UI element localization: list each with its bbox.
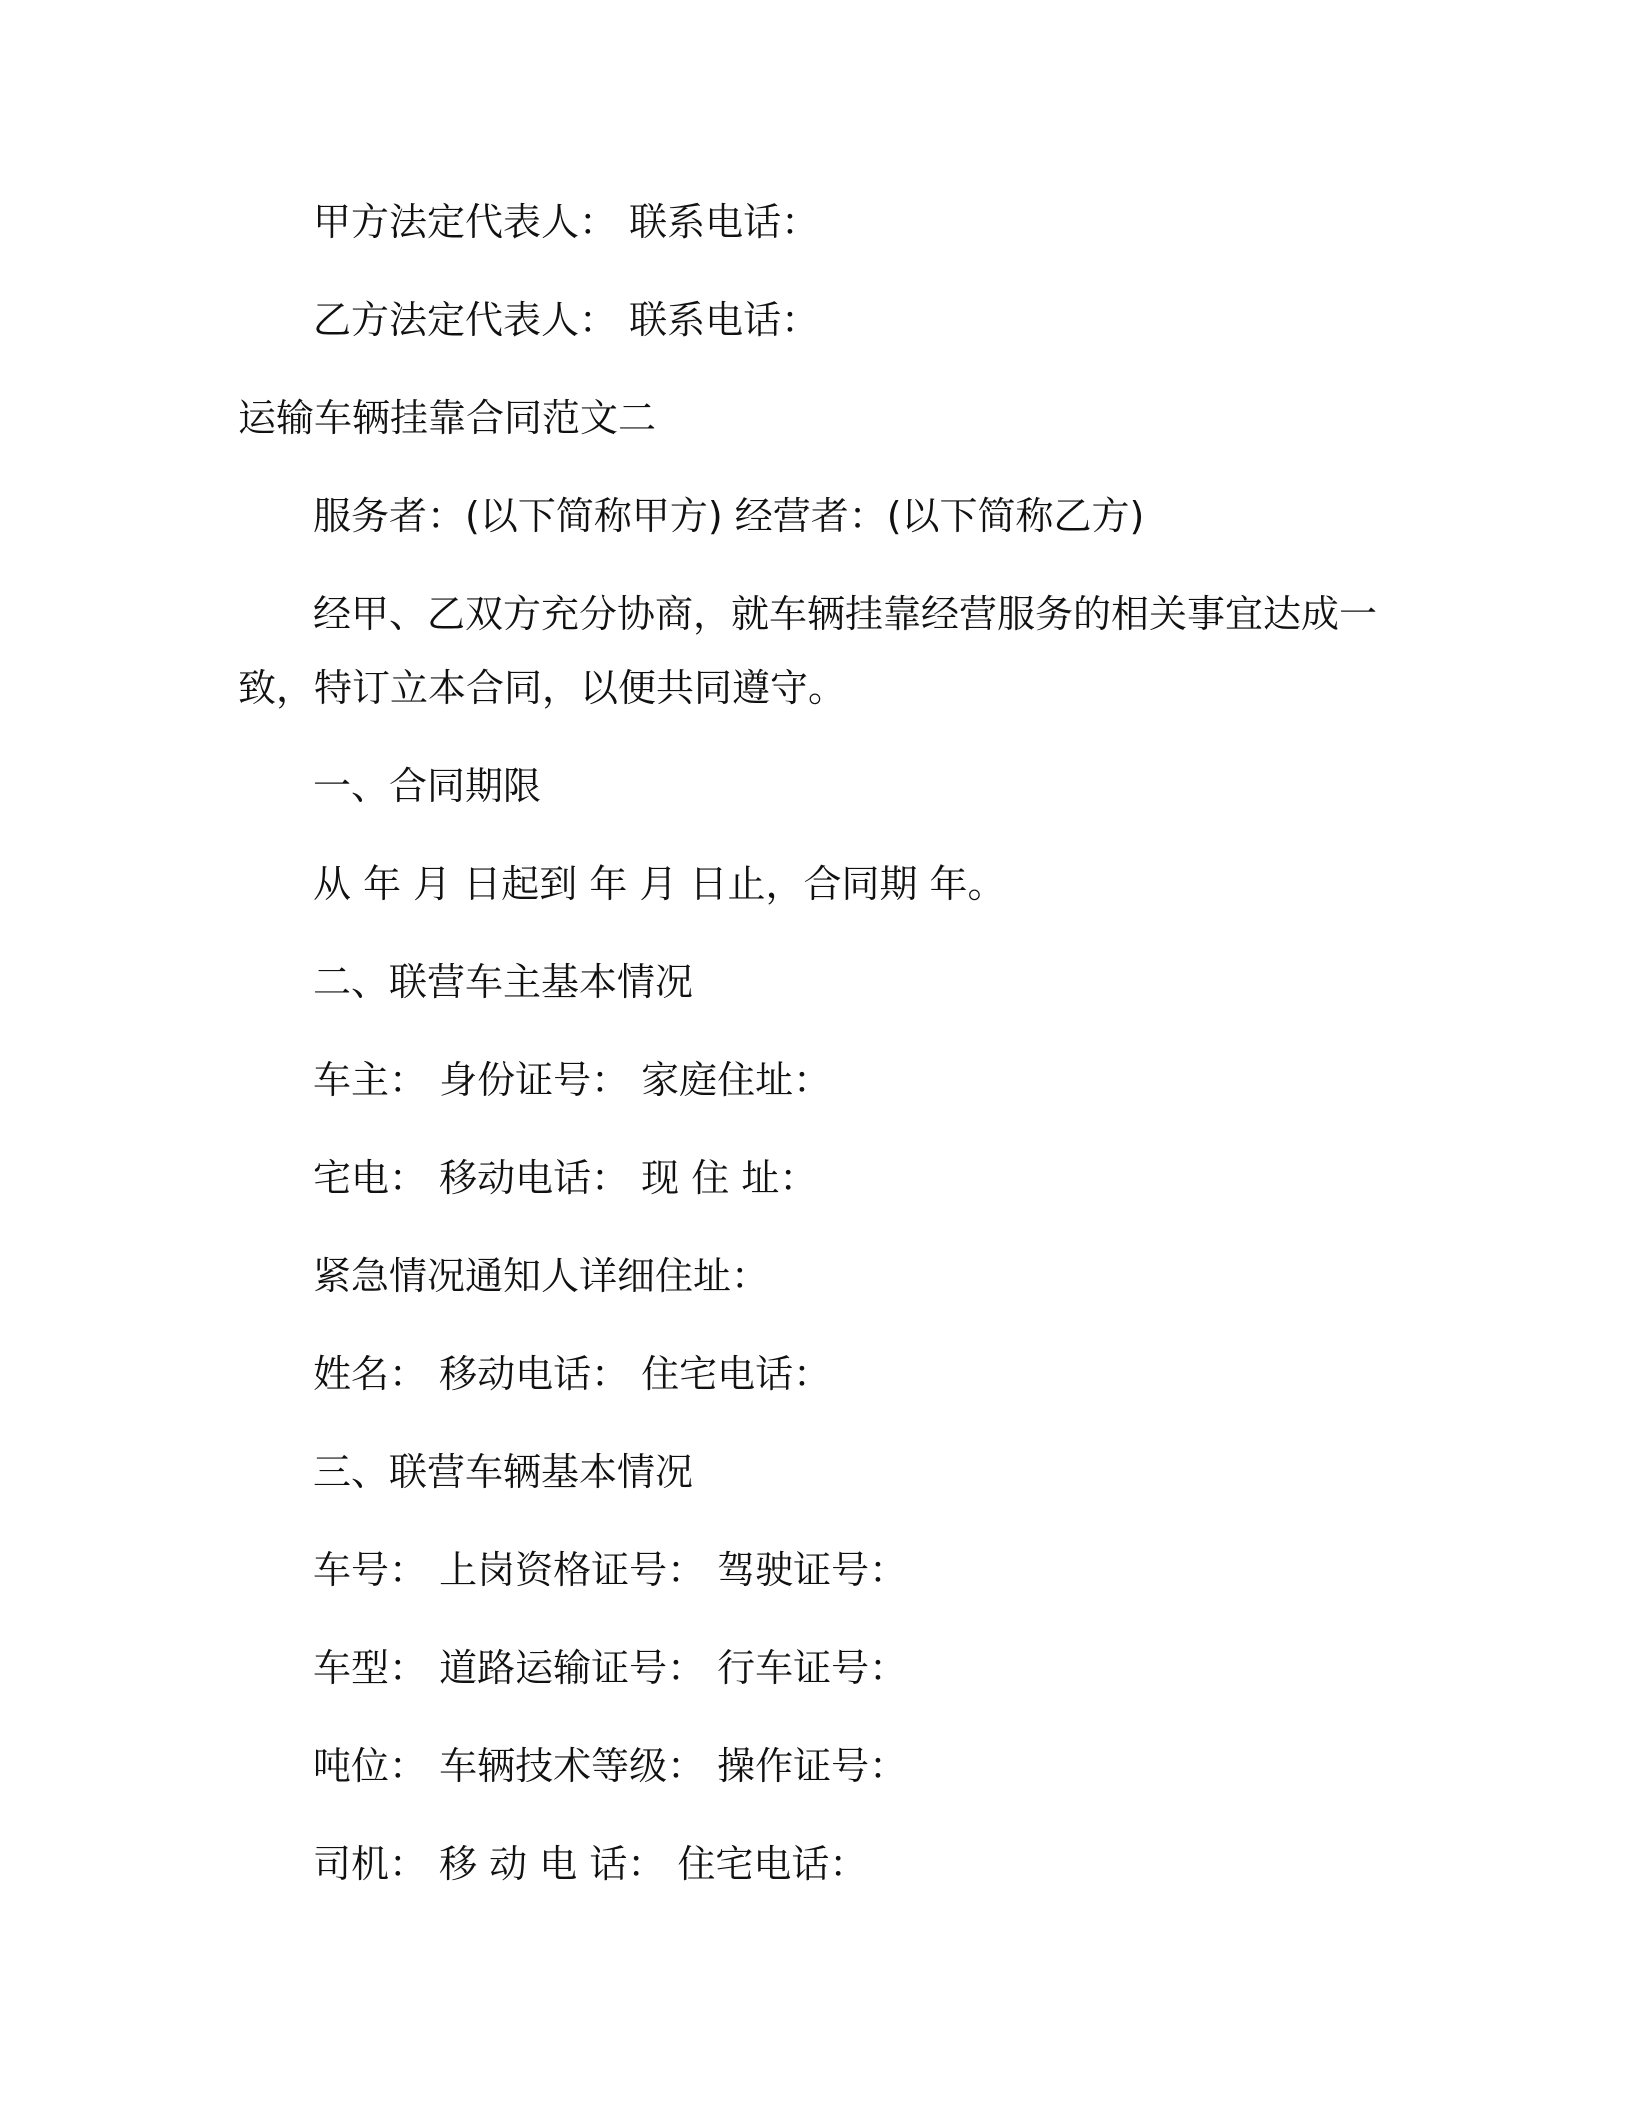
parties-line: 服务者：(以下简称甲方) 经营者：(以下简称乙方) [313,494,1145,538]
party-a-representative-line: 甲方法定代表人： 联系电话： [313,200,820,244]
party-b-representative-line: 乙方法定代表人： 联系电话： [313,298,820,342]
emergency-contact-line: 紧急情况通知人详细住址： [313,1254,770,1298]
owner-info-line-1: 车主： 身份证号： 家庭住址： [313,1058,832,1102]
emergency-contact-details-line: 姓名： 移动电话： 住宅电话： [313,1352,832,1396]
owner-info-line-2: 宅电： 移动电话： 现 住 址： [313,1156,818,1200]
term-line: 从 年 月 日起到 年 月 日止，合同期 年。 [313,862,1006,906]
preamble-line-2: 致，特订立本合同，以便共同遵守。 [238,666,847,710]
clause-heading-owner: 二、联营车主基本情况 [313,960,694,1004]
vehicle-info-line-1: 车号： 上岗资格证号： 驾驶证号： [313,1548,908,1592]
clause-heading-vehicle: 三、联营车辆基本情况 [313,1450,694,1494]
driver-info-line: 司机： 移 动 电 话： 住宅电话： [313,1842,868,1886]
vehicle-info-line-3: 吨位： 车辆技术等级： 操作证号： [313,1744,908,1788]
vehicle-info-line-2: 车型： 道路运输证号： 行车证号： [313,1646,908,1690]
clause-heading-term: 一、合同期限 [313,764,542,808]
section-title: 运输车辆挂靠合同范文二 [238,396,657,440]
preamble-line-1: 经甲、乙双方充分协商，就车辆挂靠经营服务的相关事宜达成一 [313,592,1378,636]
